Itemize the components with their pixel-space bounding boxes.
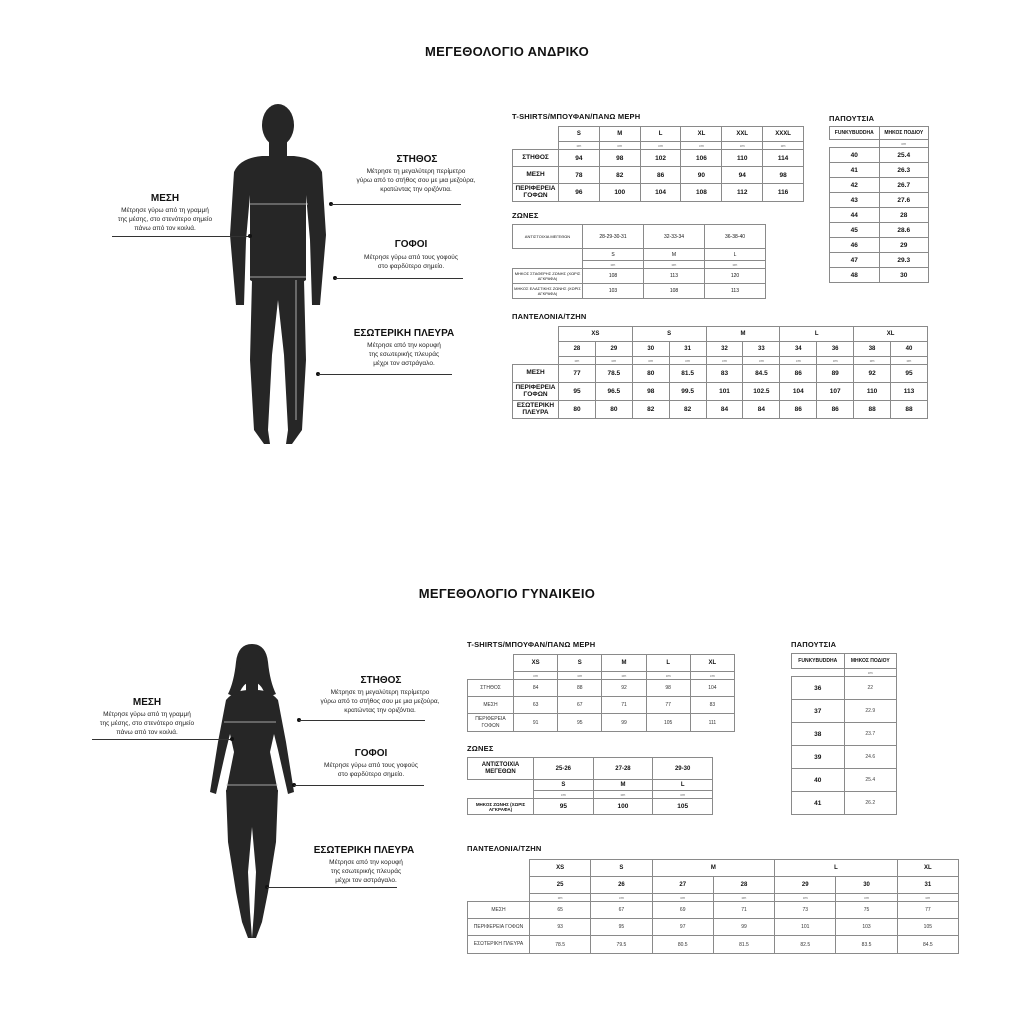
table-cell: 95 [558,714,602,732]
women-size-chart-title: ΜΕΓΕΘΟΛΟΓΙΟ ΓΥΝΑΙΚΕΙΟ [418,586,596,601]
unit-cell: cm [646,672,690,680]
unit-cell: cm [653,791,713,799]
table-cell: 86 [780,401,817,419]
men-hips-description: Μέτρησε γύρω από τους γοφούς στο φαρδύτερο σημείο. [364,254,458,270]
row-label: ΣΤΗΘΟΣ [513,150,559,167]
table-cell: 98 [632,383,669,401]
table-cell: 78.5 [595,365,632,383]
size-group-header: XL [854,327,928,342]
table-cell: 91 [514,714,558,732]
shoe-size-cell: 36 [792,677,845,700]
table-cell: 107 [817,383,854,401]
unit-cell: cm [844,669,897,677]
table-cell: 108 [644,284,705,299]
size-header: L [705,249,766,261]
women-belts-title: ΖΩΝΕΣ [467,744,494,753]
waist-size-header: 36 [817,342,854,357]
table-corner [468,894,530,902]
men-waist-label: ΜΕΣΗ [150,193,180,204]
shoe-size-cell: 47 [830,253,880,268]
size-group-header: S [632,327,706,342]
foot-length-cell: 28 [879,208,929,223]
table-cell: 69 [652,902,713,919]
unit-cell: cm [817,357,854,365]
shoe-size-cell: 39 [792,746,845,769]
unit-cell: cm [591,894,652,902]
table-corner [468,655,514,672]
men-belts-table [512,224,766,299]
unit-cell: cm [559,357,596,365]
table-cell: 80.5 [652,936,713,954]
table-cell: 73 [775,902,836,919]
table-cell: 105 [653,799,713,815]
table-cell: 100 [599,184,640,202]
size-header: XL [690,655,734,672]
table-cell: 84 [743,401,780,419]
women-waist-label: ΜΕΣΗ [132,697,162,708]
table-corner [513,342,559,357]
table-cell: 116 [763,184,804,202]
table-cell: 113 [705,284,766,299]
row-label: ΜΗΚΟΣ ΕΛΑΣΤΙΚΗΣ ΖΩΝΗΣ (ΧΩΡΙΣ ΑΓΚΡΑΦΑ) [513,284,583,299]
unit-cell: cm [879,140,929,148]
waist-size-header: 38 [854,342,891,357]
unit-cell: cm [706,357,743,365]
table-cell: 82 [669,401,706,419]
table-cell: 102.5 [743,383,780,401]
table-cell: 63 [514,697,558,714]
foot-length-cell: 22.9 [844,700,897,723]
women-waist-marker [230,737,234,741]
unit-cell: cm [713,894,774,902]
men-hips-leader-line [335,278,463,279]
foot-length-cell: 30 [879,268,929,283]
shoe-brand-size-header: FUNKYBUDDHA [792,654,845,669]
unit-cell: cm [514,672,558,680]
men-inseam-label: ΕΣΩΤΕΡΙΚΗ ΠΛΕΥΡΑ [353,328,455,339]
unit-cell: cm [775,894,836,902]
unit-cell: cm [530,894,591,902]
belt-column-header: 36-38-40 [705,225,766,249]
men-chest-description: Μέτρησε τη μεγαλύτερη περίμετρο γύρω από το στήθος σου με μια μεζούρα, κρατώντας την οριζόντια. [356,168,476,193]
size-header: S [534,780,594,791]
waist-size-header: 30 [632,342,669,357]
waist-size-header: 28 [559,342,596,357]
shoe-brand-size-header: FUNKYBUDDHA [830,127,880,140]
table-corner [513,127,559,142]
size-header: M [599,127,640,142]
belt-column-header: 28-29-30-31 [583,225,644,249]
size-header: S [558,655,602,672]
table-cell: 120 [705,269,766,284]
shoe-size-cell: 48 [830,268,880,283]
table-cell: 108 [583,269,644,284]
table-cell: 92 [602,680,646,697]
men-chest-label: ΣΤΗΘΟΣ [396,154,438,165]
men-inseam-description: Μέτρησε από την κορυφή της εσωτερικής πλευράς μέχρι τον αστράγαλο. [367,342,441,367]
table-corner [513,142,559,150]
women-tshirts-table [467,654,735,732]
row-label: ΠΕΡΙΦΕΡΕΙΑ ΓΟΦΩΝ [468,714,514,732]
size-header: S [559,127,600,142]
unit-cell: cm [595,357,632,365]
women-shoes-table [791,653,897,815]
unit-cell: cm [690,672,734,680]
unit-cell: cm [854,357,891,365]
shoe-size-cell: 44 [830,208,880,223]
foot-length-cell: 27.6 [879,193,929,208]
waist-size-header: 30 [836,877,897,894]
table-cell: 81.5 [669,365,706,383]
unit-cell: cm [669,357,706,365]
size-header: L [653,780,713,791]
table-cell: 112 [722,184,763,202]
men-waist-leader-line [112,236,250,237]
unit-cell: cm [559,142,600,150]
women-hips-leader-line [294,785,424,786]
waist-size-header: 34 [780,342,817,357]
table-cell: 65 [530,902,591,919]
table-cell: 83 [690,697,734,714]
foot-length-cell: 29.3 [879,253,929,268]
women-hips-label: ΓΟΦΟΙ [354,748,388,759]
waist-size-header: 29 [595,342,632,357]
unit-cell: cm [705,261,766,269]
men-tshirts-title: T-SHIRTS/ΜΠΟΥΦΑΝ/ΠΑΝΩ ΜΕΡΗ [512,112,641,121]
table-corner [468,877,530,894]
row-label: ΜΕΣΗ [468,902,530,919]
table-cell: 88 [891,401,928,419]
table-cell: 80 [595,401,632,419]
women-pants-table [467,859,959,954]
foot-length-header: ΜΗΚΟΣ ΠΟΔΙΟΥ [844,654,897,669]
women-chest-leader-line [299,720,425,721]
table-cell: 114 [763,150,804,167]
table-corner [513,357,559,365]
row-label: ΜΕΣΗ [513,365,559,383]
table-cell: 84.5 [743,365,780,383]
table-cell: 71 [602,697,646,714]
table-cell: 71 [713,902,774,919]
shoe-size-cell: 45 [830,223,880,238]
foot-length-cell: 28.6 [879,223,929,238]
unit-cell: cm [602,672,646,680]
waist-size-header: 31 [669,342,706,357]
waist-size-header: 33 [743,342,780,357]
table-corner [830,140,880,148]
table-cell: 82 [599,167,640,184]
table-cell: 111 [690,714,734,732]
waist-size-header: 27 [652,877,713,894]
table-cell: 82 [632,401,669,419]
waist-size-header: 32 [706,342,743,357]
table-corner [468,860,530,877]
size-header: XS [514,655,558,672]
table-corner [468,791,534,799]
table-cell: 90 [681,167,722,184]
table-cell: 102 [640,150,681,167]
unit-cell: cm [836,894,897,902]
table-cell: 99 [602,714,646,732]
table-cell: 96 [559,184,600,202]
table-cell: 78.5 [530,936,591,954]
shoe-size-cell: 42 [830,178,880,193]
unit-cell: cm [558,672,602,680]
size-group-header: M [652,860,775,877]
men-pants-title: ΠΑΝΤΕΛΟΝΙΑ/ΤΖΗΝ [512,312,587,321]
size-header: S [583,249,644,261]
row-label: ΕΣΩΤΕΡΙΚΗ ΠΛΕΥΡΑ [513,401,559,419]
shoe-size-cell: 41 [792,792,845,815]
table-cell: 103 [836,919,897,936]
unit-cell: cm [722,142,763,150]
table-cell: 110 [722,150,763,167]
row-label: ΠΕΡΙΦΕΡΕΙΑ ΓΟΦΩΝ [513,383,559,401]
row-label: ΣΤΗΘΟΣ [468,680,514,697]
foot-length-cell: 29 [879,238,929,253]
table-cell: 98 [763,167,804,184]
waist-size-header: 29 [775,877,836,894]
foot-length-cell: 26.7 [879,178,929,193]
size-header: M [602,655,646,672]
table-cell: 79.5 [591,936,652,954]
table-corner [513,327,559,342]
foot-length-header: ΜΗΚΟΣ ΠΟΔΙΟΥ [879,127,929,140]
table-cell: 99.5 [669,383,706,401]
table-cell: 84.5 [897,936,958,954]
table-cell: 113 [891,383,928,401]
table-cell: 67 [558,697,602,714]
table-cell: 83 [706,365,743,383]
size-group-header: XS [559,327,633,342]
table-cell: 94 [722,167,763,184]
row-label: ΕΣΩΤΕΡΙΚΗ ΠΛΕΥΡΑ [468,936,530,954]
size-group-header: XL [897,860,958,877]
table-cell: 103 [583,284,644,299]
men-belts-title: ΖΩΝΕΣ [512,211,539,220]
table-cell: 98 [599,150,640,167]
unit-cell: cm [583,261,644,269]
men-waist-description: Μέτρησε γύρω από τη γραμμή της μέσης, στο στενότερο σημείο πάνω από τον κοιλιά. [117,207,213,232]
women-belts-table [467,757,713,815]
women-hips-description: Μέτρησε γύρω από τους γοφούς στο φαρδύτερο σημείο. [324,762,418,778]
table-cell: 82.5 [775,936,836,954]
size-group-header: M [706,327,780,342]
row-label: ΠΕΡΙΦΕΡΕΙΑ ΓΟΦΩΝ [468,919,530,936]
table-cell: 108 [681,184,722,202]
unit-cell: cm [681,142,722,150]
belt-column-header: 32-33-34 [644,225,705,249]
table-cell: 104 [780,383,817,401]
shoe-size-cell: 43 [830,193,880,208]
table-cell: 106 [681,150,722,167]
unit-cell: cm [640,142,681,150]
men-chest-leader-line [331,204,461,205]
table-cell: 104 [690,680,734,697]
men-waist-marker [248,234,252,238]
table-cell: 92 [854,365,891,383]
unit-cell: cm [780,357,817,365]
row-label: ΜΗΚΟΣ ΣΤΑΘΕΡΗΣ ΖΩΝΗΣ (ΧΩΡΙΣ ΑΓΚΡΑΦΑ) [513,269,583,284]
men-size-chart-title: ΜΕΓΕΘΟΛΟΓΙΟ ΑΝΔΡΙΚΟ [425,44,589,59]
unit-cell: cm [599,142,640,150]
row-label: ΜΗΚΟΣ ΖΩΝΗΣ (ΧΩΡΙΣ ΑΓΚΡΑΦΑ) [468,799,534,815]
table-cell: 88 [558,680,602,697]
size-header: XL [681,127,722,142]
size-header: L [640,127,681,142]
foot-length-cell: 22 [844,677,897,700]
size-header: M [644,249,705,261]
size-group-header: L [775,860,898,877]
table-cell: 80 [559,401,596,419]
table-cell: 99 [713,919,774,936]
shoe-size-cell: 46 [830,238,880,253]
table-cell: 105 [897,919,958,936]
size-header: XXL [722,127,763,142]
belt-column-header: 25-26 [534,758,594,780]
table-cell: 86 [817,401,854,419]
women-chest-label: ΣΤΗΘΟΣ [360,675,402,686]
table-cell: 77 [897,902,958,919]
table-corner [792,669,845,677]
table-cell: 67 [591,902,652,919]
women-inseam-description: Μέτρησε από την κορυφή της εσωτερικής πλευράς μέχρι τον αστράγαλο. [329,859,403,884]
waist-size-header: 40 [891,342,928,357]
row-label: ΑΝΤΙΣΤΟΙΧΙΑ ΜΕΓΕΘΩΝ [513,225,583,249]
table-cell: 98 [646,680,690,697]
table-cell: 100 [593,799,653,815]
table-cell: 94 [559,150,600,167]
women-waist-description: Μέτρησε γύρω από τη γραμμή της μέσης, στο στενότερο σημείο πάνω από τον κοιλιά. [99,711,195,736]
table-cell: 110 [854,383,891,401]
table-corner [468,672,514,680]
table-cell: 86 [640,167,681,184]
unit-cell: cm [534,791,594,799]
shoe-size-cell: 37 [792,700,845,723]
unit-cell: cm [897,894,958,902]
row-label: ΜΕΣΗ [468,697,514,714]
waist-size-header: 28 [713,877,774,894]
table-cell: 95 [891,365,928,383]
table-cell: 83.5 [836,936,897,954]
shoe-size-cell: 40 [830,148,880,163]
shoe-size-cell: 41 [830,163,880,178]
table-corner [513,261,583,269]
table-cell: 95 [591,919,652,936]
female-silhouette-figure [204,642,300,940]
unit-cell: cm [632,357,669,365]
table-cell: 88 [854,401,891,419]
men-hips-label: ΓΟΦΟΙ [394,239,428,250]
table-cell: 113 [644,269,705,284]
table-cell: 84 [706,401,743,419]
table-cell: 101 [706,383,743,401]
table-cell: 104 [640,184,681,202]
table-cell: 95 [534,799,594,815]
belt-column-header: 27-28 [593,758,653,780]
table-cell: 78 [559,167,600,184]
size-header: M [593,780,653,791]
foot-length-cell: 24.6 [844,746,897,769]
men-tshirts-table [512,126,804,202]
size-header: L [646,655,690,672]
table-cell: 95 [559,383,596,401]
table-corner [513,249,583,261]
unit-cell: cm [891,357,928,365]
shoe-size-cell: 38 [792,723,845,746]
unit-cell: cm [743,357,780,365]
size-group-header: L [780,327,854,342]
table-cell: 86 [780,365,817,383]
table-cell: 80 [632,365,669,383]
size-group-header: S [591,860,652,877]
women-pants-title: ΠΑΝΤΕΛΟΝΙΑ/ΤΖΗΝ [467,844,542,853]
men-pants-table [512,326,928,419]
table-cell: 77 [646,697,690,714]
men-shoes-title: ΠΑΠΟΥΤΣΙΑ [829,114,875,123]
belt-column-header: 29-30 [653,758,713,780]
unit-cell: cm [652,894,713,902]
foot-length-cell: 25.4 [844,769,897,792]
waist-size-header: 26 [591,877,652,894]
women-shoes-title: ΠΑΠΟΥΤΣΙΑ [791,640,837,649]
table-cell: 101 [775,919,836,936]
table-cell: 96.5 [595,383,632,401]
shoe-size-cell: 40 [792,769,845,792]
men-inseam-leader-line [318,374,452,375]
foot-length-cell: 25.4 [879,148,929,163]
foot-length-cell: 26.3 [879,163,929,178]
size-header: XXXL [763,127,804,142]
row-label: ΑΝΤΙΣΤΟΙΧΙΑ ΜΕΓΕΘΩΝ [468,758,534,780]
unit-cell: cm [644,261,705,269]
row-label: ΠΕΡΙΦΕΡΕΙΑ ΓΟΦΩΝ [513,184,559,202]
row-label: ΜΕΣΗ [513,167,559,184]
table-cell: 93 [530,919,591,936]
waist-size-header: 31 [897,877,958,894]
waist-size-header: 25 [530,877,591,894]
table-corner [468,780,534,791]
table-cell: 81.5 [713,936,774,954]
women-waist-leader-line [92,739,232,740]
table-cell: 75 [836,902,897,919]
unit-cell: cm [593,791,653,799]
women-chest-description: Μέτρησε τη μεγαλύτερη περίμετρο γύρω από το στήθος σου με μια μεζούρα, κρατώντας την οριζόντια. [320,689,440,714]
women-inseam-label: ΕΣΩΤΕΡΙΚΗ ΠΛΕΥΡΑ [313,845,415,856]
table-cell: 97 [652,919,713,936]
table-cell: 77 [559,365,596,383]
unit-cell: cm [763,142,804,150]
foot-length-cell: 23.7 [844,723,897,746]
table-cell: 105 [646,714,690,732]
foot-length-cell: 26.2 [844,792,897,815]
size-group-header: XS [530,860,591,877]
table-cell: 84 [514,680,558,697]
men-shoes-table [829,126,929,283]
table-cell: 89 [817,365,854,383]
women-tshirts-title: T-SHIRTS/ΜΠΟΥΦΑΝ/ΠΑΝΩ ΜΕΡΗ [467,640,596,649]
women-inseam-leader-line [267,887,397,888]
male-silhouette-figure [222,100,334,450]
